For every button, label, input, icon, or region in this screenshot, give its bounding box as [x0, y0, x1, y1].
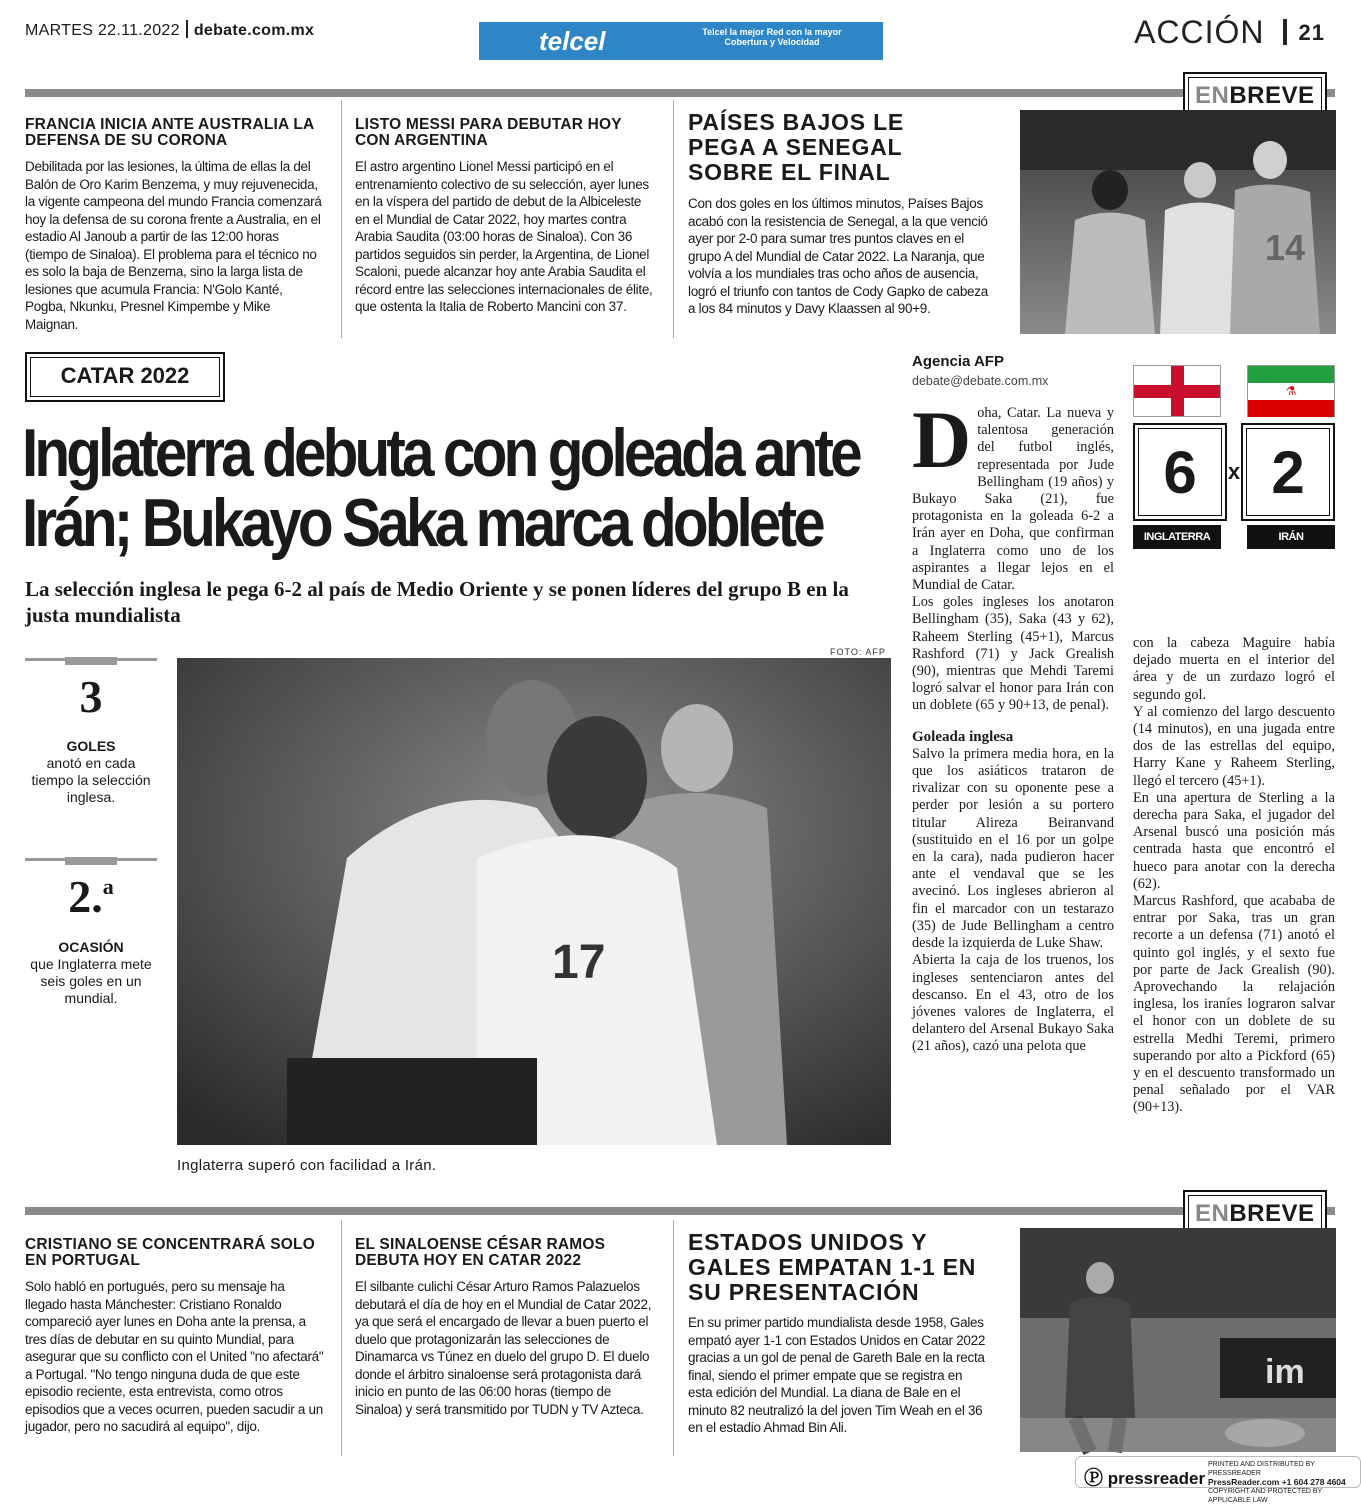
brief-messi — [355, 117, 655, 316]
page-number: 21 — [1298, 20, 1325, 45]
dropcap: D — [912, 394, 972, 485]
brief-body: Solo habló en portugués, pero su mensaje ha llegado hasta Mánchester: Cristiano Ronaldo compareció ayer lunes en Doha ante la prensa, a tres días de debutar en su quinto Mundial, para asegurar que su conflicto con el United "no afectará" a Portugal. "No tengo ninguna duda de que este episodio reciente, esta entrevista, como otros episodios que a veces ocurren, pueden sacudir a un jugador, pero no sacudirá al equipo", dijo. — [25, 1279, 324, 1434]
pressreader-notice — [1208, 1460, 1360, 1505]
article-subhead: Goleada inglesa — [912, 728, 1014, 745]
scoreboard — [1133, 423, 1335, 551]
enbreve-breve: BREVE — [1229, 82, 1315, 109]
iran-flag-icon: ⚗ — [1247, 365, 1335, 417]
brief-title: LISTO MESSI PARA DEBUTAR HOY CON ARGENTINA — [355, 116, 622, 149]
home-score: 6 — [1133, 423, 1227, 521]
article-paragraph: En una apertura de Sterling a la derecha para Saka, el jugador del Arsenal buscó una posición más centrada hasta que encontró el hueco para anotar con la derecha (62). — [1133, 789, 1335, 892]
pressreader-footer[interactable] — [1075, 1456, 1361, 1504]
brief-body: Con dos goles en los últimos minutos, Países Bajos acabó con la resistencia de Senegal, a la que venció ayer por 2-0 para sumar tres puntos claves en el grupo A del Mundial de Catar 2022. La Naranja, que volvía a los mundiales tras ocho años de ausencia, logró el triunfo con tantos de Cody Gapko de cabeza a los 84 minutos y Davy Klaassen al 90+9. — [688, 196, 988, 316]
england-flag-icon — [1133, 365, 1221, 417]
brief-body: En su primer partido mundialista desde 1958, Gales empató ayer 1-1 con Estados Unidos en Catar 2022 gracias a un gol de penal de Gareth Bale en la recta final, siendo el primer empate que se registra en esta edición del Mundial. La diana de Bale en el minuto 82 neutralizó la del joven Tim Weah en el 36 en el estadio Ahmad Bin Ali. — [688, 1315, 986, 1435]
article-paragraph: Abierta la caja de los truenos, los ingleses sentenciaron antes del descanso. En el 43, otro de los jóvenes valores de Inglaterra, el delantero del Arsenal Bukayo Saka (21 años), cazó una pelota que — [912, 952, 1114, 1055]
stat-occasion-number — [25, 870, 157, 923]
away-team: IRÁN — [1247, 525, 1335, 549]
svg-text:im: im — [1265, 1353, 1305, 1391]
brief-usa-gales — [688, 1230, 988, 1437]
netherlands-celebration-photo — [1020, 110, 1336, 334]
brief-title: FRANCIA INICIA ANTE AUSTRALIA LA DEFENSA DE SU CORONA — [25, 116, 314, 149]
ad-slogan: Telcel la mejor Red con la mayor Cobertura y Velocidad — [702, 27, 842, 47]
main-headline — [22, 415, 859, 561]
brief-paises-bajos — [688, 110, 988, 318]
away-score: 2 — [1241, 423, 1335, 521]
article-column-2 — [1133, 635, 1335, 1117]
article-paragraph: Marcus Rashford, que acababa de entrar por Saka, tras un gran recorte a un defensa (71) anotó el quinto gol inglés, y el sexto fue por parte de Jack Grealish (90). Aprovechando la relajación inglesa, los iraníes lograron salvar el honor con un doblete de su estrella Medhi Teremi, primero superando por alto a Pickford (65) y en el descuento transformado un penal señalado por el VAR (90+13). — [1133, 893, 1335, 1116]
article-paragraph: Los goles ingleses los anotaron Bellingham (35), Saka (43 y 62), Raheem Sterling (45+1), Marcus Rashford (71) y Jack Grealish (90), mientras que Mehdi Taremi logró salvar el honor para Irán con un doblete (65 y 90+13, de penal). — [912, 594, 1114, 714]
pressreader-brand: pressreader — [1107, 1469, 1206, 1488]
stat-goals-title: GOLES — [66, 738, 116, 754]
article-paragraph: con la cabeza Maguire había dejado muerta en el interior del área y de un zurdazo logró el segundo gol. — [1133, 635, 1335, 703]
enbreve-en: EN — [1195, 1200, 1230, 1227]
score-separator: x — [1227, 459, 1241, 484]
article-lead: oha, Catar. La nueva y talentosa generación del futbol inglés, representada por Jude Bellingham (19 años) y Bukayo Saka (21), fue protagonista en la goleada 6-2 a Irán ayer en Doha, que confirman a Inglaterra como uno de los aspirantes a llegar lejos en el Mundial de Catar. — [912, 405, 1114, 594]
svg-text:17: 17 — [552, 936, 606, 989]
stat-occasion-sup: a — [102, 874, 114, 899]
stat-occasion-text: que Inglaterra mete seis goles en un mundial. — [30, 956, 152, 1006]
article-column-1 — [912, 394, 1114, 1056]
brief-body: El astro argentino Lionel Messi participó en el entrenamiento colectivo de su selección, ayer lunes en la víspera del partido de debut de la Albiceleste en el Mundial de Catar 2022, hoy martes contra Arabia Saudita (03:00 horas de Sinaloa). Con 36 partidos seguidos sin perder, la Argentina, de Lionel Scaloni, puede alcanzar hoy ante Arabia Saudita el récord entre las selecciones internacionales de élite, que ostenta la Italia de Roberto Mancini con 37. — [355, 159, 653, 314]
brief-francia — [25, 117, 325, 333]
section-header — [1134, 14, 1325, 51]
enbreve-breve: BREVE — [1229, 1200, 1315, 1227]
site-link[interactable]: debate.com.mx — [193, 22, 315, 39]
stat-goals-number: 3 — [79, 671, 103, 722]
england-celebration-photo — [177, 658, 891, 1145]
pressreader-line-2: PressReader.com +1 604 278 4604 — [1208, 1477, 1346, 1487]
stat-rule — [25, 658, 157, 661]
telcel-ad-banner[interactable] — [479, 22, 883, 60]
brief-title: PAÍSES BAJOS LE PEGA A SENEGAL SOBRE EL FINAL — [688, 109, 905, 185]
brief-cesar-ramos — [355, 1237, 655, 1418]
article-paragraph: Y al comienzo del largo descuento (14 minutos), en una jugada entre dos de las estrellas del equipo, Harry Kane y Raheem Sterling, llegó el tercero (45+1). — [1133, 703, 1335, 789]
brief-title: EL SINALOENSE CÉSAR RAMOS DEBUTA HOY EN CATAR 2022 — [355, 1236, 606, 1269]
stat-occasion-value: 2. — [68, 871, 103, 922]
pressreader-line-3: COPYRIGHT AND PROTECTED BY APPLICABLE LAW — [1208, 1488, 1323, 1504]
column-divider — [341, 100, 342, 338]
wales-usa-photo — [1020, 1228, 1336, 1452]
stat-occasion-title: OCASIÓN — [58, 939, 124, 955]
brief-cristiano — [25, 1237, 325, 1436]
home-team: INGLATERRA — [1133, 525, 1221, 549]
article-paragraph: Salvo la primera media hora, en la que los asiáticos trataron de rivalizar con su oponente pese a perder por lesión a su portero titular Alireza Beiranvand (sustituido en el 16 por un golpe en la cara), nada pudieron hacer ante el vendaval que se les avecinó. Los ingleses abrieron al fin el marcador con un testarazo (35) de Jude Bellingham a centro desde la izquierda de Luke Shaw. — [912, 745, 1114, 952]
photo-caption: Inglaterra superó con facilidad a Irán. — [177, 1157, 437, 1174]
headline-line-1: Inglaterra debuta con goleada ante — [22, 415, 859, 491]
pressreader-line-1: PRINTED AND DISTRIBUTED BY PRESSREADER — [1208, 1461, 1315, 1477]
section-name: ACCIÓN — [1134, 14, 1265, 50]
bottom-rule — [25, 1207, 1335, 1215]
pressreader-icon: Ⓟ — [1084, 1468, 1104, 1489]
headline-line-2: Irán; Bukayo Saka marca doblete — [22, 485, 822, 561]
issue-date-bar — [25, 20, 314, 40]
pressreader-logo — [1084, 1463, 1205, 1490]
byline: Agencia AFP — [912, 353, 1004, 370]
column-divider — [341, 1220, 342, 1456]
stat-goals-label — [25, 738, 157, 806]
stat-occasion-label — [25, 939, 157, 1007]
ad-brand: telcel — [539, 26, 606, 56]
stat-rule — [25, 858, 157, 861]
catar-2022-tag: CATAR 2022 — [25, 352, 225, 402]
byline-email[interactable]: debate@debate.com.mx — [912, 374, 1049, 388]
brief-body: El silbante culichi César Arturo Ramos Palazuelos debutará el día de hoy en el Mundial de Catar 2022, ya que será el encargado de llevar a buen puerto el duelo que protagonizarán las selecciones de Dinamarca vs Túnez en duelo del grupo D. El duelo donde el árbitro sinaloense será protagonista dará inicio en punto de las 06:00 horas (tiempo de Sinaloa) y será transmitido por TUDN y TV Azteca. — [355, 1279, 652, 1417]
main-subheadline: La selección inglesa le pega 6-2 al país de Medio Oriente y se ponen líderes del grupo B en la justa mundialista — [25, 577, 849, 627]
top-rule — [25, 89, 1335, 97]
issue-date: MARTES 22.11.2022 — [25, 22, 180, 39]
stat-goals-text: anotó en cada tiempo la selección inglesa. — [31, 755, 151, 805]
brief-title: CRISTIANO SE CONCENTRARÁ SOLO EN PORTUGAL — [25, 1236, 315, 1269]
photo-credit: FOTO: AFP — [830, 647, 886, 657]
brief-body: Debilitada por las lesiones, la última de ellas la del Balón de Oro Karim Benzema, y muy rejuvenecida, la vigente campeona del mundo Francia comenzará hoy la defensa de su corona frente a Australia, en el estadio Al Janoub a partir de las 12:00 horas (tiempo de Sinaloa). El problema para el técnico no es solo la baja de Benzema, sino la larga lista de lesiones que acumula Francia: N'Golo Kanté, Pogba, Nkunku, Presnel Kimpembe y Mike Maignan. — [25, 159, 322, 332]
column-divider — [673, 100, 674, 338]
column-divider — [673, 1220, 674, 1456]
brief-title: ESTADOS UNIDOS Y GALES EMPATAN 1-1 EN SU PRESENTACIÓN — [688, 1229, 977, 1305]
svg-text:14: 14 — [1265, 227, 1306, 268]
enbreve-en: EN — [1195, 82, 1230, 109]
